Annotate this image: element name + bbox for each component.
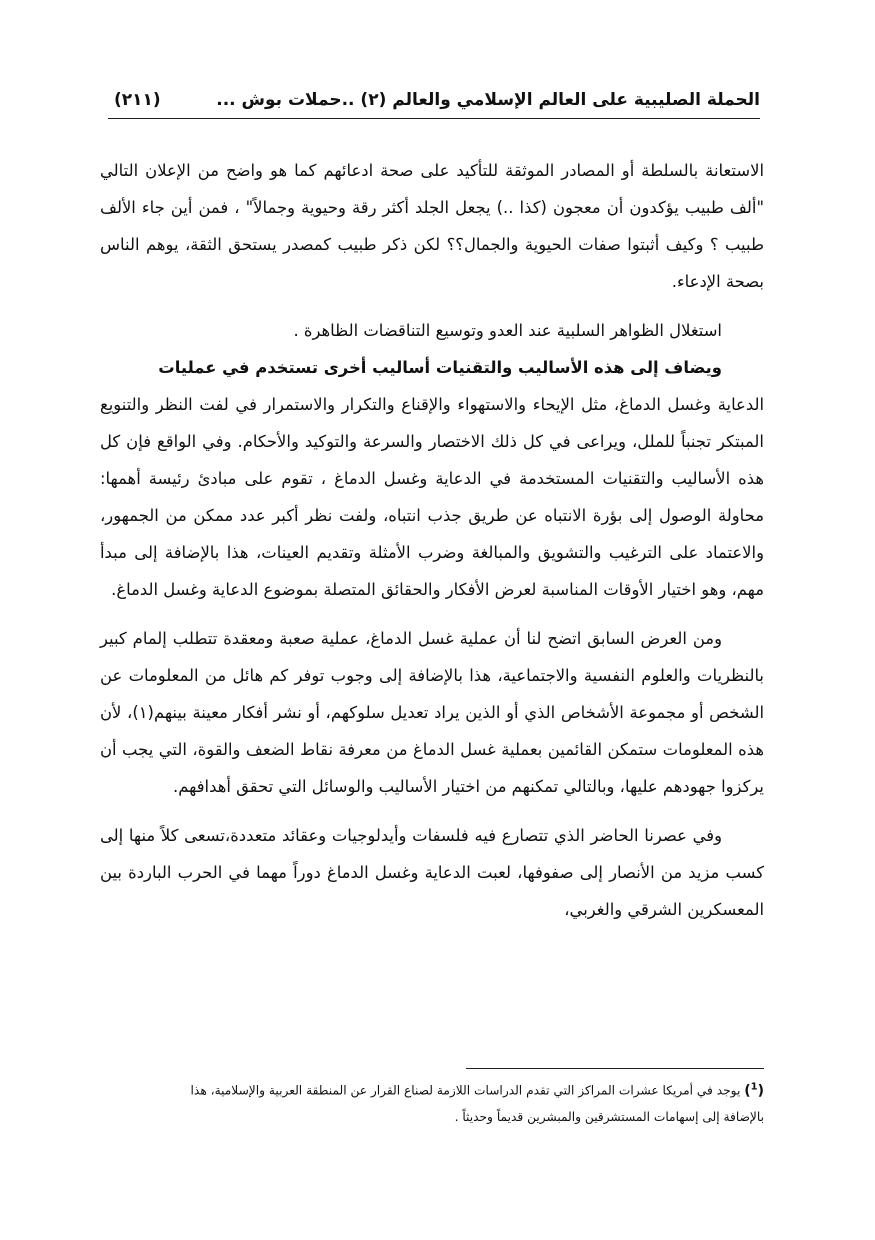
header-title: الحملة الصليبية على العالم الإسلامي والعالم (٢) ..حملات بوش ... <box>216 90 760 110</box>
paragraph: ومن العرض السابق اتضح لنا أن عملية غسل الدماغ، عملية صعبة ومعقدة تتطلب إلمام كبير بالنظريات والعلوم النفسية والاجتماعية، هذا بالإضافة إلى وجوب توفر كم هائل من المعلومات عن الشخص أو مجموعة الأشخاص الذي أو الذين يراد تعديل سلوكهم، أو نشر أفكار معينة بينهم(١)، لأن هذه المعلومات ستمكن القائمين بعملية غسل الدماغ من معرفة نقاط الضعف والقوة، التي يجب أن يركزوا جهودهم عليها، وبالتالي تمكنهم من اختيار الأساليب والوسائل التي تحقق أهدافهم. <box>100 629 764 796</box>
paragraph: وفي عصرنا الحاضر الذي تتصارع فيه فلسفات وأيدلوجيات وعقائد متعددة،تسعى كلاً منها إلى كسب مزيد من الأنصار إلى صفوفها، لعبت الدعاية وغسل الدماغ دوراً مهما في الحرب الباردة بين المعسكرين الشرقي والغربي، <box>100 826 764 919</box>
footnote-marker: ($^1$) <box>744 1081 764 1099</box>
page-number: (٢١١) <box>114 90 161 110</box>
paragraph: الاستعانة بالسلطة أو المصادر الموثقة للتأكيد على صحة ادعائهم كما هو واضح من الإعلان التالي "ألف طبيب يؤكدون أن معجون (كذا ..) يجعل الجلد أكثر رقة وحيوية وجمالاً" ، فمن أين جاء الألف طبيب ؟ وكيف أثبتوا صفات الحيوية والجمال؟؟ لكن ذكر طبيب كمصدر يستحق الثقة، يوهم الناس بصحة الإدعاء. <box>100 161 764 291</box>
footnote-marker-digit: 1 <box>750 1081 758 1092</box>
footnote-separator <box>466 1068 764 1069</box>
running-header <box>108 86 760 119</box>
paragraph: الدعاية وغسل الدماغ، مثل الإيحاء والاستهواء والإقناع والتكرار والاستمرار في لفت النظر والتنويع المبتكر تجنباً للملل، ويراعى في كل ذلك الاختصار والسرعة والتوكيد والأحكام. وفي الواقع فإن كل هذه الأساليب والتقنيات المستخدمة في الدعاية وغسل الدماغ ، تقوم على مبادئ رئيسة أهمها: محاولة الوصول إلى بؤرة الانتباه عن طريق جذب انتباه، ولفت نظر أكبر عدد ممكن من الجمهور، والاعتماد على الترغيب والتشويق والمبالغة وضرب الأمثلة وتقديم العينات، هذا بالإضافة إلى مبدأ مهم، وهو اختيار الأوقات المناسبة لعرض الأفكار والحقائق المتصلة بموضوع الدعاية وغسل الدماغ. <box>100 395 764 599</box>
footnote <box>150 1074 764 1130</box>
paragraph: ويضاف إلى هذه الأساليب والتقنيات أساليب أخرى تستخدم في عمليات <box>158 358 722 377</box>
paragraph: استغلال الظواهر السلبية عند العدو وتوسيع التناقضات الظاهرة . <box>293 321 722 340</box>
body-text <box>100 152 764 928</box>
footnote-text: يوجد في أمريكا عشرات المراكز التي تقدم الدراسات اللازمة لصناع القرار عن المنطقة العربية والإسلامية، هذا بالإضافة إلى إسهامات المستشرقين والمبشرين قديماً وحديثاً . <box>190 1083 764 1124</box>
